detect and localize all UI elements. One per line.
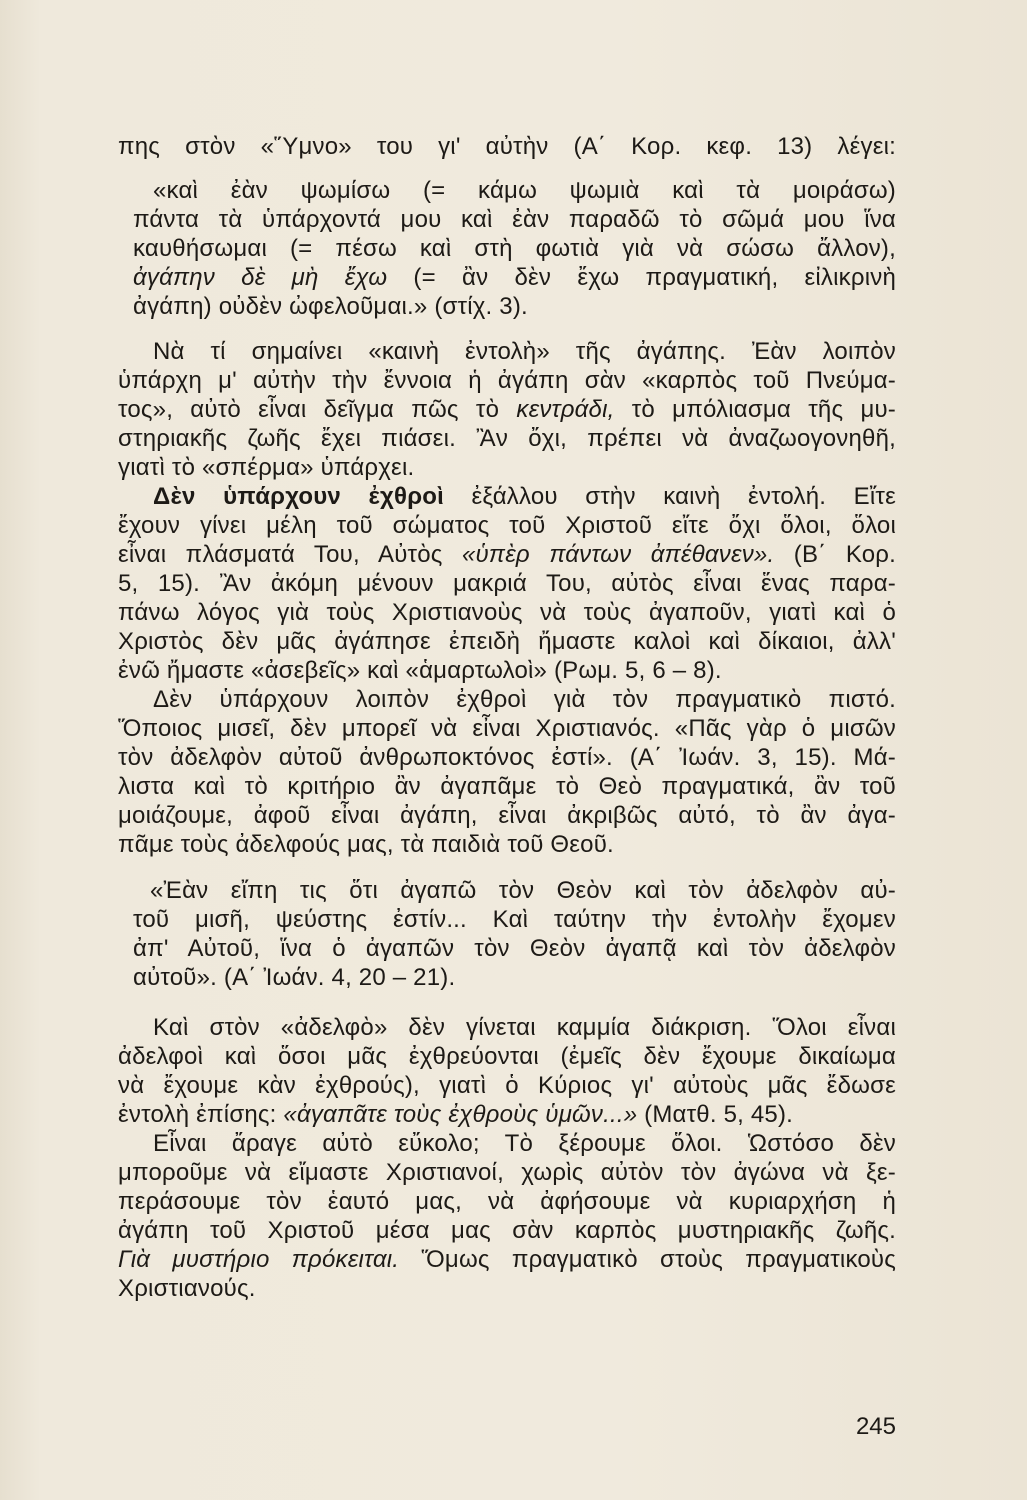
text-line: πάνω λόγος γιὰ τοὺς Χριστιανοὺς νὰ τοὺς ἀγαποῦν, γιατὶ καὶ ὁ	[118, 599, 896, 626]
text-line: 5, 15). Ἂν ἀκόμη μένουν μακριά Του, αὐτὸς εἶναι ἕνας παρα-	[118, 570, 896, 597]
text-line: λιστα καὶ τὸ κριτήριο ἂν ἀγαπᾶμε τὸ Θεὸ πραγματικά, ἂν τοῦ	[118, 773, 896, 800]
text-line: ἀγάπη τοῦ Χριστοῦ μέσα μας σὰν καρπὸς μυστηριακῆς ζωῆς.	[118, 1217, 896, 1244]
text-line: πᾶμε τοὺς ἀδελφούς μας, τὰ παιδιὰ τοῦ Θεοῦ.	[118, 831, 614, 858]
text-line: ἀπ' Αὐτοῦ, ἵνα ὁ ἀγαπῶν τὸν Θεὸν ἀγαπᾷ καὶ τὸν ἀδελφὸν	[133, 935, 896, 962]
text-line: ἐνῶ ἤμαστε «ἀσεβεῖς» καὶ «ἁμαρτωλοὶ» (Ρωμ. 5, 6 – 8).	[118, 657, 722, 684]
text-line: γιατὶ τὸ «σπέρμα» ὑπάρχει.	[118, 454, 415, 481]
text-line: Ὅποιος μισεῖ, δὲν μπορεῖ νὰ εἶναι Χριστιανός. «Πᾶς γὰρ ὁ μισῶν	[118, 715, 896, 742]
text-line: εἶναι πλάσματά Του, Αὐτὸς «ὑπὲρ πάντων ἀπέθανεν». (Β΄ Κορ.	[118, 541, 896, 568]
text-line: Εἶναι ἄραγε αὐτὸ εὔκολο; Τὸ ξέρουμε ὅλοι. Ὡστόσο δὲν	[153, 1130, 896, 1157]
text-line: «Ἐὰν εἴπη τις ὅτι ἀγαπῶ τὸν Θεὸν καὶ τὸν ἀδελφὸν αὐ-	[150, 877, 896, 904]
text-line: τος», αὐτὸ εἶναι δεῖγμα πῶς τὸ κεντράδι, τὸ μπόλιασμα τῆς μυ-	[118, 396, 896, 423]
text-line: νὰ ἔχουμε κὰν ἐχθρούς), γιατὶ ὁ Κύριος γι' αὐτοὺς μᾶς ἔδωσε	[118, 1072, 896, 1099]
text-line: ἀγάπη) οὐδὲν ὠφελοῦμαι.» (στίχ. 3).	[133, 293, 528, 320]
text-line: Καὶ στὸν «ἀδελφὸ» δὲν γίνεται καμμία διάκριση. Ὅλοι εἶναι	[153, 1014, 896, 1041]
text-line: καυθήσωμαι (= πέσω καὶ στὴ φωτιὰ γιὰ νὰ σώσω ἄλλον),	[133, 235, 896, 262]
text-line: πης στὸν «Ὕμνο» του γι' αὐτὴν (Α΄ Κορ. κεφ. 13) λέγει:	[118, 133, 896, 160]
text-line: ἐντολὴ ἐπίσης: «ἀγαπᾶτε τοὺς ἐχθροὺς ὑμῶν...» (Ματθ. 5, 45).	[118, 1101, 794, 1128]
text-line: Χριστιανούς.	[118, 1275, 256, 1302]
text-line: περάσουμε τὸν ἑαυτό μας, νὰ ἀφήσουμε νὰ κυριαρχήση ἡ	[118, 1188, 896, 1215]
text-line: μποροῦμε νὰ εἴμαστε Χριστιανοί, χωρὶς αὐτὸν τὸν ἀγώνα νὰ ξε-	[118, 1159, 896, 1186]
text-line: τὸν ἀδελφὸν αὐτοῦ ἀνθρωποκτόνος ἐστί». (Α΄ Ἰωάν. 3, 15). Μά-	[118, 744, 896, 771]
text-line: μοιάζουμε, ἀφοῦ εἶναι ἀγάπη, εἶναι ἀκριβῶς αὐτό, τὸ ἂν ἀγα-	[118, 802, 896, 829]
text-line: πάντα τὰ ὑπάρχοντά μου καὶ ἐὰν παραδῶ τὸ σῶμά μου ἵνα	[133, 206, 896, 233]
text-line: «καὶ ἐὰν ψωμίσω (= κάμω ψωμιὰ καὶ τὰ μοιράσω)	[153, 177, 896, 204]
text-line: ὑπάρχη μ' αὐτὴν τὴν ἔννοια ἡ ἀγάπη σὰν «καρπὸς τοῦ Πνεύμα-	[118, 367, 896, 394]
text-line: στηριακῆς ζωῆς ἔχει πιάσει. Ἂν ὄχι, πρέπει νὰ ἀναζωογονηθῆ,	[118, 425, 896, 452]
text-line: αὐτοῦ». (Α΄ Ἰωάν. 4, 20 – 21).	[133, 964, 456, 991]
text-line: Δὲν ὑπάρχουν ἐχθροὶ ἐξάλλου στὴν καινὴ ἐντολή. Εἴτε	[153, 483, 896, 510]
text-line: Νὰ τί σημαίνει «καινὴ ἐντολὴ» τῆς ἀγάπης. Ἐὰν λοιπὸν	[153, 338, 896, 365]
text-line: ἀγάπην δὲ μὴ ἔχω (= ἂν δὲν ἔχω πραγματική, εἰλικρινὴ	[133, 264, 896, 291]
text-line: τοῦ μισῆ, ψεύστης ἐστίν... Καὶ ταύτην τὴν ἐντολὴν ἔχομεν	[133, 906, 896, 933]
text-line: Δὲν ὑπάρχουν λοιπὸν ἐχθροὶ γιὰ τὸν πραγματικὸ πιστό.	[153, 686, 896, 713]
text-line: ἀδελφοὶ καὶ ὅσοι μᾶς ἐχθρεύονται (ἐμεῖς δὲν ἔχουμε δικαίωμα	[118, 1043, 896, 1070]
text-line: Γιὰ μυστήριο πρόκειται. Ὅμως πραγματικὸ στοὺς πραγματικοὺς	[118, 1246, 896, 1273]
text-line: ἔχουν γίνει μέλη τοῦ σώματος τοῦ Χριστοῦ εἴτε ὄχι ὅλοι, ὅλοι	[118, 512, 896, 539]
text-line: Χριστὸς δὲν μᾶς ἀγάπησε ἐπειδὴ ἤμαστε καλοὶ καὶ δίκαιοι, ἀλλ'	[118, 628, 896, 655]
page-number: 245	[855, 1413, 896, 1440]
